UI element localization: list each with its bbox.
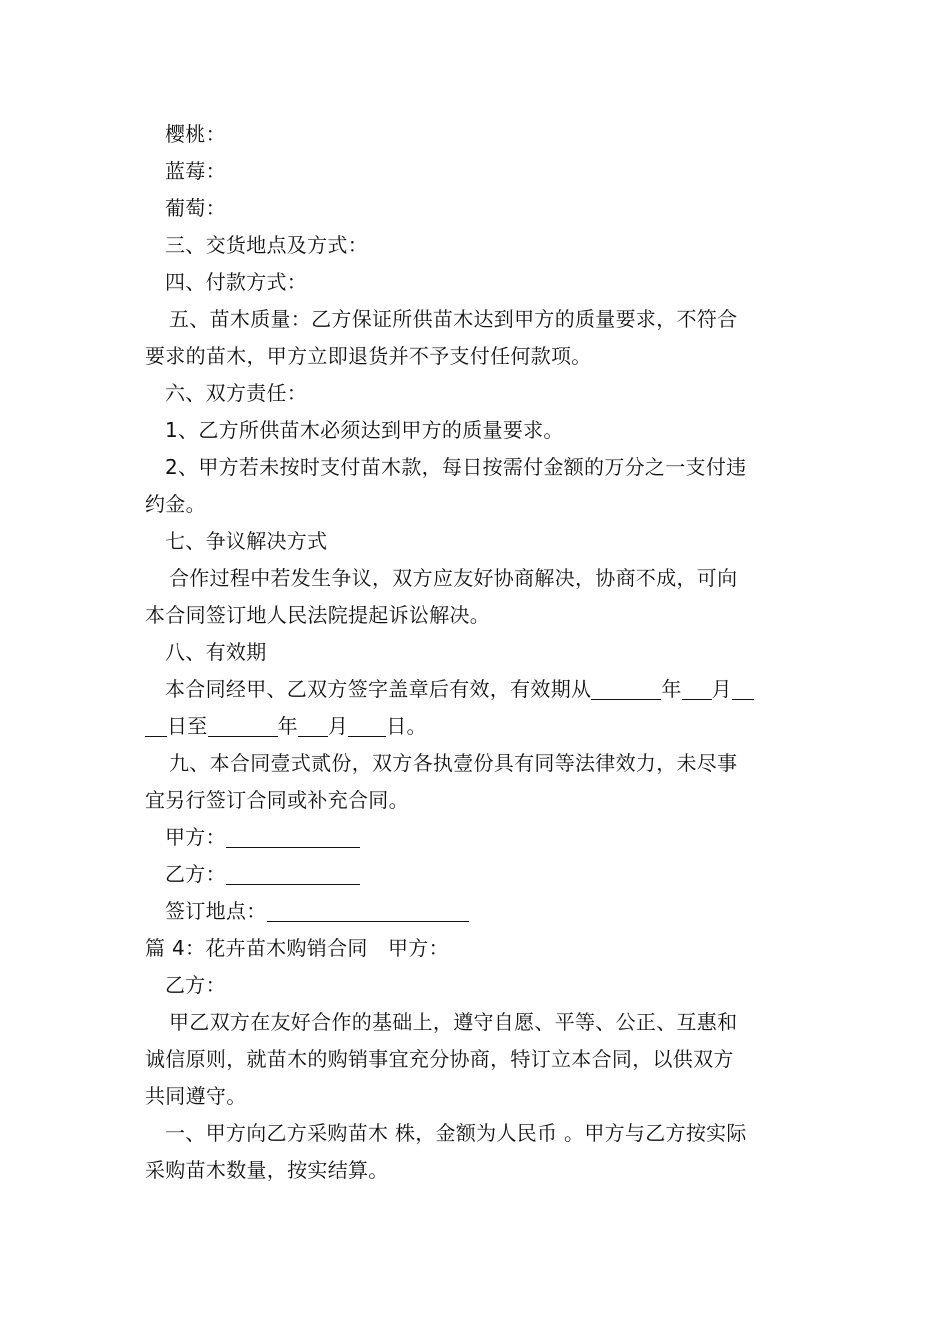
section-dispute: 七、争议解决方式	[165, 529, 328, 553]
place-blank[interactable]	[267, 899, 469, 922]
validity-text: 本合同经甲、乙双方签字盖章后有效，有效期从	[165, 677, 592, 701]
section-payment: 四、付款方式：	[165, 270, 308, 294]
item-grape: 葡萄：	[165, 196, 226, 220]
blank-end-year[interactable]	[208, 714, 278, 737]
section-quality-cont: 要求的苗木，甲方立即退货并不予支付任何款项。	[145, 344, 592, 368]
preamble-text-cont-2: 共同遵守。	[145, 1084, 247, 1108]
item-blueberry: 蓝莓：	[165, 159, 226, 183]
party-a-label: 甲方：	[165, 825, 226, 849]
responsibility-item-2-cont: 约金。	[145, 492, 206, 516]
place-label: 签订地点：	[165, 899, 267, 923]
blank-end-month[interactable]	[298, 714, 328, 737]
dispute-text-cont: 本合同签订地人民法院提起诉讼解决。	[145, 603, 491, 627]
validity-year-label: 年	[661, 677, 682, 701]
clause-1-cont: 采购苗木数量，按实结算。	[145, 1158, 389, 1182]
validity-day-end-label: 日。	[386, 714, 427, 738]
blank-start-month[interactable]	[682, 677, 712, 700]
validity-year2-label: 年	[277, 714, 298, 738]
party-b-blank[interactable]	[226, 862, 360, 885]
section-delivery: 三、交货地点及方式：	[165, 233, 368, 257]
signature-place	[145, 893, 810, 930]
document-body	[145, 116, 810, 1189]
section-copies: 九、本合同壹式贰份，双方各执壹份具有同等法律效力，未尽事	[169, 751, 738, 775]
validity-month-label: 月	[711, 677, 732, 701]
item-cherry: 樱桃：	[165, 122, 226, 146]
dispute-text: 合作过程中若发生争议，双方应友好协商解决，协商不成，可向	[169, 566, 738, 590]
blank-end-day[interactable]	[348, 714, 386, 737]
validity-month2-label: 月	[327, 714, 349, 738]
responsibility-item-2: 2、甲方若未按时支付苗木款，每日按需付金额的万分之一支付违	[165, 455, 747, 479]
chapter-4-heading: 篇 4：花卉苗木购销合同 甲方：	[145, 936, 449, 960]
signature-party-b	[145, 856, 810, 893]
party-a-blank[interactable]	[226, 825, 360, 848]
validity-day-to-label: 日至	[167, 714, 208, 738]
section-quality: 五、苗木质量：乙方保证所供苗木达到甲方的质量要求，不符合	[169, 307, 738, 331]
blank-start-day-part1[interactable]	[732, 677, 754, 700]
validity-line-2	[145, 708, 810, 745]
responsibility-item-1: 1、乙方所供苗木必须达到甲方的质量要求。	[165, 418, 564, 442]
section-validity: 八、有效期	[165, 640, 267, 664]
party-b-label: 乙方：	[165, 862, 226, 886]
section-responsibility: 六、双方责任：	[165, 381, 308, 405]
preamble-text: 甲乙双方在友好合作的基础上，遵守自愿、平等、公正、互惠和	[169, 1010, 738, 1034]
signature-party-a	[145, 819, 810, 856]
preamble-text-cont-1: 诚信原则，就苗木的购销事宜充分协商，特订立本合同，以供双方	[145, 1047, 734, 1071]
section-copies-cont: 宜另行签订合同或补充合同。	[145, 788, 409, 812]
validity-line-1	[145, 671, 810, 708]
blank-start-day-part2[interactable]	[145, 714, 167, 737]
blank-start-year[interactable]	[591, 677, 661, 700]
clause-1: 一、甲方向乙方采购苗木 株，金额为人民币 。甲方与乙方按实际	[165, 1121, 747, 1145]
party-b-heading: 乙方：	[165, 973, 226, 997]
